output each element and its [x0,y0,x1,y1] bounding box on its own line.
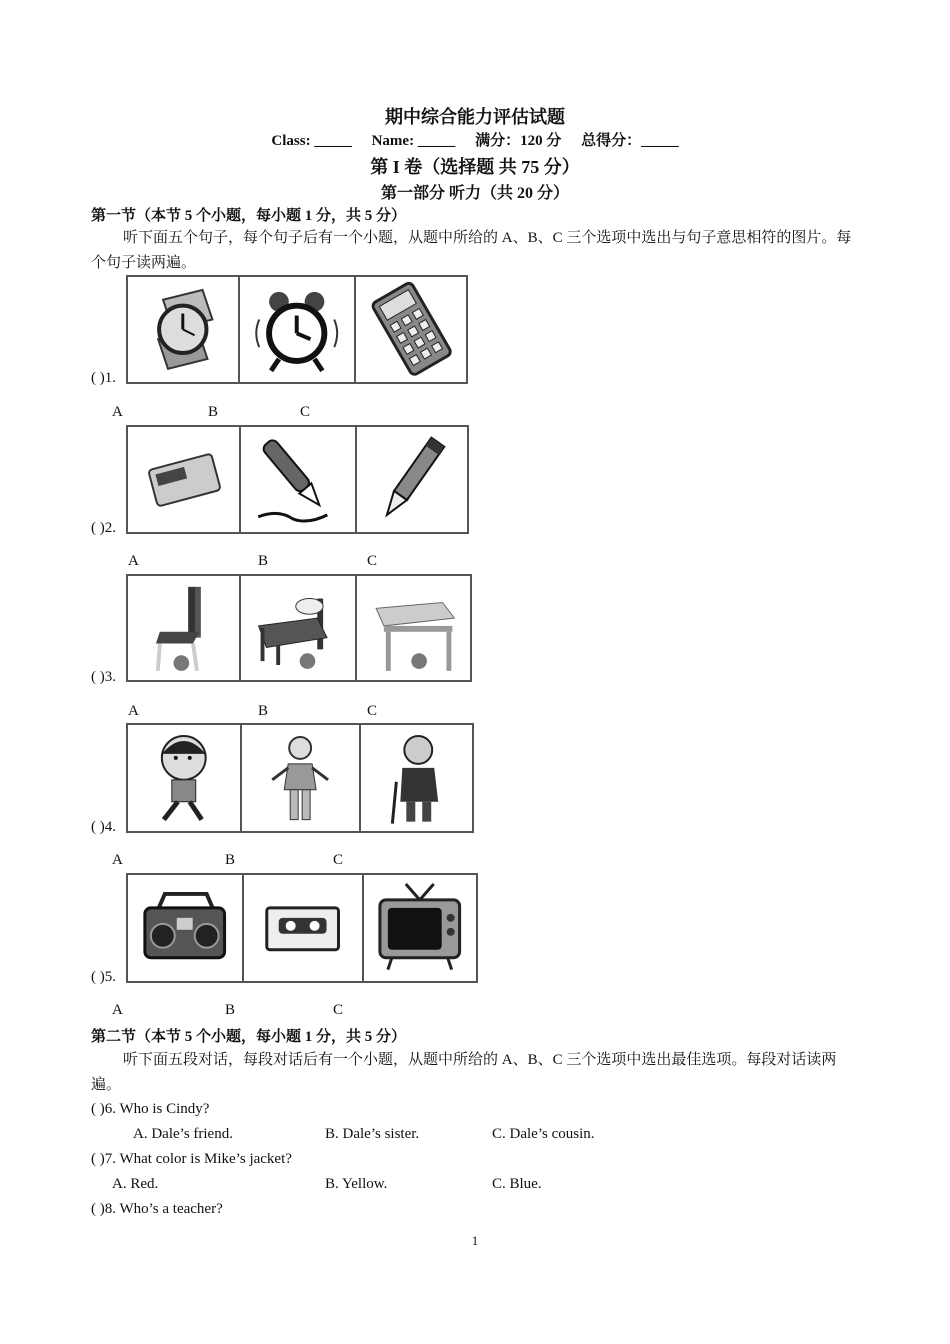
old-man-with-cane-icon [363,728,470,828]
q5-option-c-picture [364,875,476,981]
television-icon [366,878,474,978]
q3-label-b: B [258,703,269,719]
q5-option-b-picture [244,875,364,981]
q4-option-b-picture [242,725,361,831]
desk-with-ball-icon [359,579,467,677]
alarm-clock-icon [242,280,351,379]
q4-option-a-picture [128,725,242,831]
section1-instructions: 听下面五个句子，每个句子后有一个小题，从题中所给的 A、B、C 三个选项中选出与句子意思相符的图片。每个句子读两遍。 [91,230,852,271]
q5-label-a: A [112,1002,123,1018]
running-boy-icon [130,728,238,828]
q3-label-a: A [128,703,139,719]
q2-number: ( )2. [91,520,116,536]
q5-label-c: C [333,1002,344,1018]
full-marks: 满分：120 分 [475,133,562,149]
q5-label-b: B [225,1002,236,1018]
q4-option-c-picture [361,725,472,831]
q7-stem: ( )7. What color is Mike’s jacket? [91,1151,292,1167]
exam-info-line [0,129,950,150]
part-title: 第一部分 听力（共 20 分） [380,185,569,202]
q4-label-b: B [225,852,236,868]
q2-label-a: A [128,553,139,569]
q2-label-b: B [258,553,269,569]
total-score-field: 总得分：_____ [581,133,679,149]
q8-stem: ( )8. Who’s a teacher? [91,1201,223,1217]
q3-option-c-picture [357,576,470,680]
fountain-pen-icon [243,430,352,529]
page-number: 1 [471,1233,479,1248]
name-field: Name: _____ [371,133,456,149]
q3-option-a-picture [128,576,241,680]
q3-label-c: C [367,703,378,719]
q2-option-a-picture [128,427,241,532]
q2-option-c-picture [357,427,467,532]
eraser-icon [130,430,237,529]
q4-number: ( )4. [91,819,116,835]
q3-picture-row [126,574,472,682]
page-title: 期中综合能力评估试题 [385,107,565,127]
q1-number: ( )1. [91,370,116,386]
q5-option-a-picture [128,875,244,981]
q4-label-c: C [333,852,344,868]
wristwatch-icon [130,280,236,379]
q1-option-c-picture [356,277,466,382]
q7-option-a: A. Red. [112,1176,159,1192]
section1-heading: 第一节（本节 5 个小题，每小题 1 分，共 5 分） [91,208,407,224]
q1-option-a-picture [128,277,240,382]
q6-option-c: C. Dale’s cousin. [492,1126,595,1142]
q1-label-b: B [208,404,219,420]
q7-option-b: B. Yellow. [325,1176,388,1192]
q2-option-b-picture [241,427,357,532]
q6-option-a: A. Dale’s friend. [133,1126,233,1142]
woman-icon [244,728,356,828]
bed-with-ball-icon [243,579,352,677]
q4-label-a: A [112,852,123,868]
q6-option-b: B. Dale’s sister. [325,1126,420,1142]
q1-label-c: C [300,404,311,420]
class-field: Class: _____ [271,133,352,149]
q1-option-b-picture [240,277,356,382]
q2-label-c: C [367,553,378,569]
q2-picture-row [126,425,469,534]
q7-option-c: C. Blue. [492,1176,542,1192]
q1-picture-row [126,275,468,384]
q5-number: ( )5. [91,969,116,985]
section2-heading: 第二节（本节 5 个小题，每小题 1 分，共 5 分） [91,1029,407,1045]
volume-title: 第 I 卷（选择题 共 75 分） [370,157,580,177]
q3-number: ( )3. [91,669,116,685]
chair-with-ball-icon [130,579,237,677]
q6-stem: ( )6. Who is Cindy? [91,1101,210,1117]
q4-picture-row [126,723,474,833]
calculator-icon [358,280,464,379]
cassette-tape-icon [246,878,359,978]
q5-picture-row [126,873,478,983]
pencil-icon [359,430,465,529]
radio-icon [130,878,239,978]
q3-option-b-picture [241,576,357,680]
section2-instructions: 听下面五段对话，每段对话后有一个小题，从题中所给的 A、B、C 三个选项中选出最佳选项。每段对话读两遍。 [91,1052,837,1093]
q1-label-a: A [112,404,123,420]
